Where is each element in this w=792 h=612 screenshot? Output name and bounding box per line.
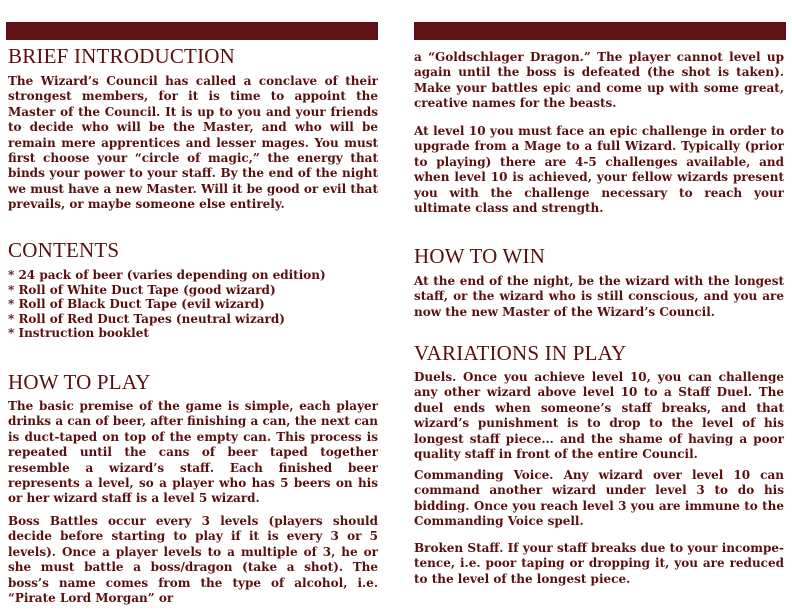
how-to-play-heading: HOW TO PLAY — [8, 370, 151, 394]
contents-item: * Instruction booklet — [8, 326, 149, 341]
how-to-win-heading: HOW TO WIN — [414, 244, 546, 268]
brief-introduction-heading: BRIEF INTRODUCTION — [8, 44, 236, 68]
commanding-voice-text: Commanding Voice. Any wizard over level 10 can command another wizard under level 3 to do his bidding. Once you reach level 3 you are immune to the Commanding Voice spell. — [414, 468, 784, 529]
contents-item: * 24 pack of beer (varies depending on edition) — [8, 268, 326, 282]
contents-item: * Roll of Black Duct Tape (evil wizard) — [8, 297, 265, 312]
how-to-win-text: At the end of the night, be the wizard with the longest staff, or the wizard who is still conscious, and you are now the new Master of the Wizard’s Council. — [414, 274, 784, 319]
level-10-text: At level 10 you must face an epic challenge in order to upgrade from a Mage to a full Wizard. Typically (prior to playing) there are 4-5 challenges available, and when level 10 is achieved, your fellow wizards present you with the challenge necessary to reach your ultimate class and strength. — [414, 124, 784, 216]
boss-battles-text: Boss Battles occur every 3 levels (players should decide before starting to play if it is every 3 or 5 levels). Once a player levels to a multiple of 3, he or she must battle a boss/dragon (take a shot). The boss’s name comes from the type of alcohol, i.e. “Pirate Lord Morgan” or — [8, 514, 378, 606]
header-bar-left — [6, 22, 378, 40]
broken-staff-text: Broken Staff. If your staff breaks due to your incompe-tence, i.e. poor taping or dropping it, you are reduced to the level of the longest piece. — [414, 541, 784, 586]
variations-heading: VARIATIONS IN PLAY — [414, 341, 627, 365]
boss-battles-continued-text: a “Goldschlager Dragon.” The player cannot level up again until the boss is defeated (the shot is taken). Make your battles epic and come up with some great, creative names for the beasts. — [414, 50, 784, 111]
how-to-play-text: The basic premise of the game is simple, each player drinks a can of beer, after finishing a can, the next can is duct-taped on top of the empty can. This process is repeated until the cans of beer taped together resemble a wizard’s staff. Each finished beer represents a level, so a player who has 5 beers on his or her wizard staff is a level 5 wizard. — [8, 399, 378, 506]
header-bar-right — [414, 22, 786, 40]
contents-item: * Roll of Red Duct Tapes (neutral wizard) — [8, 311, 285, 326]
contents-item: * Roll of White Duct Tape (good wizard) — [8, 282, 276, 297]
duels-text: Duels. Once you achieve level 10, you can challenge any other wizard above level 10 to a Staff Duel. The duel ends when someone’s staff breaks, and that wizard’s punishment is to drop to the level of his longest staff piece... and the shame of having a poor quality staff in front of the entire Council. — [414, 370, 784, 462]
contents-heading: CONTENTS — [8, 238, 120, 262]
contents-list — [8, 268, 326, 341]
brief-introduction-text: The Wizard’s Council has called a conclave of their strongest members, for it is time to appoint the Master of the Council. It is up to you and your friends to decide who will be the Master, and who will be remain mere apprentices and lesser mages. You must first choose your “circle of magic,” the energy that binds your power to your staff. By the end of the night we must have a new Master. Will it be good or evil that prevails, or maybe someone else entirely. — [8, 74, 378, 212]
